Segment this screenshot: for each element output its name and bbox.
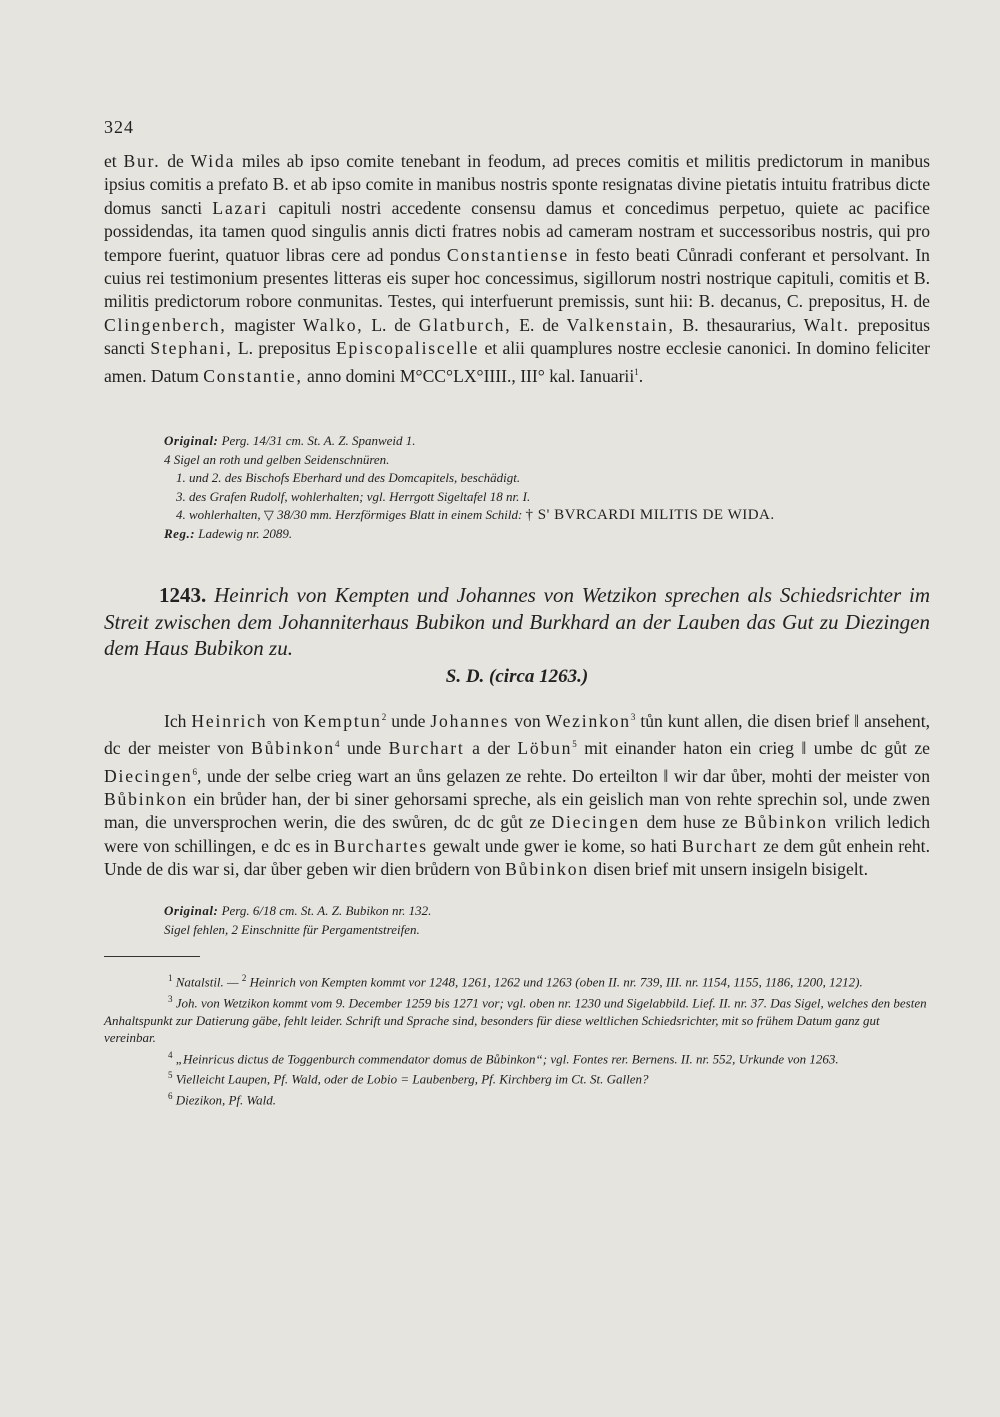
charter-number: 1243.: [159, 583, 207, 607]
original-line: [104, 432, 930, 451]
spaced-name: Burchart: [388, 738, 465, 759]
seal-line-3: 3. des Grafen Rudolf, wohlerhalten; vgl. Herrgott Sigeltafel 18 nr. I.: [176, 488, 531, 504]
footnote-number: 4: [168, 1049, 173, 1060]
spaced-name: Wida: [190, 151, 236, 171]
text-run: von: [514, 710, 541, 731]
footnote-4: [104, 1047, 930, 1068]
text-run: gewalt unde gwer ie kome, so hati: [432, 835, 678, 856]
footnote-marker: 3: [630, 712, 636, 722]
footnote-marker: 5: [572, 739, 577, 750]
original-label: Original:: [164, 903, 219, 918]
spaced-name: Diecingen: [104, 765, 193, 786]
text-run: prepositus sancti: [104, 314, 931, 359]
footnote-marker: 4: [334, 739, 340, 750]
footnote-text: Heinrich von Kempten kommt vor 1248, 1261, 1262 und 1263 (oben II. nr. 739, III. nr. 1154, 1155, 1186, 1200, 1212).: [249, 974, 863, 990]
spaced-name: Bůbinkon: [251, 738, 335, 759]
text-run: et alii quamplures nostre ecclesie canonici. In domino feliciter amen. Datum: [104, 338, 931, 386]
seal-4-description: 4. wohlerhalten, ▽ 38/30 mm. Herzförmiges Blatt in einem Schild:: [176, 507, 523, 522]
footnote-6: [104, 1088, 930, 1109]
text-run: magister: [234, 314, 295, 335]
seal-line-1: 1. und 2. des Bischofs Eberhard und des Domcapitels, beschädigt.: [176, 470, 521, 485]
spaced-name: Bůbinkon: [104, 788, 188, 809]
original-label: Original:: [164, 433, 219, 448]
charter-title: [104, 582, 930, 662]
text-run: ze dem gůt enhein reht. Unde de dis war si, dar ůber geben wir dien brůdern von: [104, 835, 930, 880]
text-run: mit einander haton ein crieg ‖ umbe dc gůt ze: [584, 738, 930, 759]
spaced-name: Wezinkon: [545, 710, 631, 731]
text-run: in festo beati Cůnradi conferant et persolvant. In cuius rei testimonium presentes litteras eis super hoc concessimus, sigillorum nostri nostrique capituli, comitis et B. militis predictorum robore conmunitas. Testes, qui interfuerunt premissis, sunt hii: B. decanus, C. prepositus, H. de: [104, 244, 930, 312]
spaced-name: Constantiense: [446, 244, 570, 265]
charter-paragraph: [104, 150, 930, 388]
spaced-name: Valkenstain,: [566, 314, 675, 335]
regest-line: [104, 525, 930, 544]
spaced-name: Löbun: [517, 738, 573, 759]
spaced-name: Lazari: [212, 197, 269, 218]
apparatus-previous: [104, 432, 930, 543]
spaced-name: Heinrich: [191, 710, 268, 731]
footnote-text: Natalstil. —: [175, 974, 239, 990]
charter-text-continuation: [104, 150, 930, 388]
spaced-name: Clingenberch,: [104, 314, 227, 335]
seal-line-4: [104, 506, 930, 525]
footnote-5: [104, 1067, 930, 1088]
spaced-name: Stephani,: [150, 338, 233, 359]
text-run: de: [167, 151, 184, 171]
text-run: et: [104, 151, 117, 171]
regest-text: Ladewig nr. 2089.: [198, 525, 293, 541]
charter-body-paragraph: [104, 706, 930, 881]
text-run: von: [272, 710, 299, 731]
footnote-3: [104, 991, 930, 1047]
spaced-name: Bůbinkon: [505, 859, 589, 880]
text-run: tůn kunt allen, die disen brief ‖ ansehent, dc der meister von: [104, 710, 931, 759]
footnote-marker: 1: [634, 366, 639, 377]
footnote-number: 2: [241, 973, 247, 983]
text-run: unde: [346, 738, 382, 759]
seal-legend: † S' BVRCARDI MILITIS DE WIDA.: [525, 507, 775, 523]
apparatus-current: [104, 902, 930, 939]
text-run: , unde der selbe crieg wart an ůns gelazen ze rehte. Do erteilton ‖ wir dar ůber, mohti der meister von: [197, 765, 930, 786]
spaced-name: Bur.: [123, 151, 161, 171]
spaced-name: Constantie,: [203, 365, 303, 386]
footnote-marker: 6: [192, 766, 197, 777]
text-run: a der: [472, 738, 510, 759]
spaced-name: Glatburch,: [418, 314, 512, 335]
text-run: ein brůder han, der bi siner gehorsami spreche, als ein geislich man von rehte sprechin sol, unde zwen man, die unversprochen werin, die des swůren, dc dc gůt ze: [104, 788, 930, 833]
footnote-divider: [104, 956, 200, 957]
footnote-number: 6: [168, 1091, 173, 1102]
regest-label: Reg.:: [164, 525, 196, 541]
spaced-name: Diecingen: [551, 812, 640, 833]
footnote-text: Vielleicht Laupen, Pf. Wald, oder de Lobio = Laubenberg, Pf. Kirchberg im Ct. St. Gallen?: [175, 1071, 649, 1087]
spaced-name: Kemptun: [303, 710, 382, 731]
spaced-name: Johannes: [430, 710, 510, 731]
text-run: E. de: [519, 314, 559, 335]
footnote-text: Joh. von Wetzikon kommt vom 9. December 1259 bis 1271 vor; vgl. oben nr. 1230 und Sigelabbild. Lief. II. nr. 37. Das Sigel, welches den besten Anhaltspunkt zur Datierung gäbe, fehlt leider. Schrift und Sprache sind, besonders für diese weltlichen Schiedsrichter, mit so frühem Datum ganz gut vereinbar.: [104, 995, 927, 1046]
footnote-number: 1: [168, 973, 173, 983]
charter-heading: [104, 582, 930, 694]
seal-count-line: 4 Sigel an roth und gelben Seidenschnüren.: [164, 451, 390, 467]
footnote-text: Diezikon, Pf. Wald.: [175, 1092, 277, 1108]
text-run: L. prepositus: [237, 338, 331, 359]
original-text: Perg. 14/31 cm. St. A. Z. Spanweid 1.: [221, 433, 416, 448]
footnote-marker: 2: [381, 712, 387, 722]
text-run: anno domini M°CC°LX°IIII., III° kal. Ianuarii: [307, 365, 635, 386]
text-run: vrilich ledich were von schillingen, e dc es in: [104, 812, 930, 856]
original-text: Perg. 6/18 cm. St. A. Z. Bubikon nr. 132.: [221, 903, 432, 918]
text-run: .: [638, 365, 644, 386]
footnote-number: 3: [168, 993, 173, 1004]
text-run: disen brief mit unsern insigeln bisigelt.: [593, 859, 868, 880]
page-number: 324: [104, 117, 134, 137]
seal-line: Sigel fehlen, 2 Einschnitte für Pergamentstreifen.: [164, 921, 420, 937]
charter-title-text: Heinrich von Kempten und Johannes von Wetzikon sprechen als Schiedsrichter im Streit zwischen dem Johanniterhaus Bubikon und Burkhard an der Lauben das Gut zu Diezingen dem Haus Bubikon zu.: [104, 583, 930, 660]
spaced-name: Bůbinkon: [744, 812, 829, 833]
spaced-name: Episcopaliscelle: [336, 338, 480, 359]
original-line: [104, 902, 930, 921]
footnote-number: 5: [168, 1070, 173, 1081]
footnote-text: „Heinricus dictus de Toggenburch commendator domus de Bůbinkon“; vgl. Fontes rer. Bernens. II. nr. 552, Urkunde von 1263.: [175, 1050, 839, 1066]
spaced-name: Burchartes: [333, 835, 428, 856]
charter-body: [104, 706, 930, 881]
spaced-name: Walt.: [803, 314, 850, 335]
text-run: capituli nostri accedente consensu damus et concedimus perpetuo, quiete ac pacifice possidendas, ita tamen quod singulis annis dicti fratres nobis ad cameram nostram et successoribus nostris, qui pro tempore fuerint, quatuor libras cere ad pondus: [104, 197, 930, 265]
text-run: miles ab ipso comite tenebant in feodum, ad preces comitis et militis predictorum in manibus ipsius comitis a prefato B. et ab ipso comite in manibus nostris sponte resignatas divine pietatis intuitu fratribus dicte domus sancti: [104, 151, 930, 218]
text-run: Ich: [164, 710, 187, 731]
charter-date: S. D. (circa 1263.): [445, 665, 589, 687]
spaced-name: Burchart: [682, 835, 759, 856]
text-run: unde: [391, 710, 426, 731]
text-run: L. de: [371, 314, 411, 335]
footnotes: [104, 970, 930, 1109]
text-run: dem huse ze: [646, 812, 738, 833]
text-run: B. thesaurarius,: [682, 314, 796, 335]
spaced-name: Walko,: [302, 314, 364, 335]
footnote-1-2: [104, 970, 930, 991]
